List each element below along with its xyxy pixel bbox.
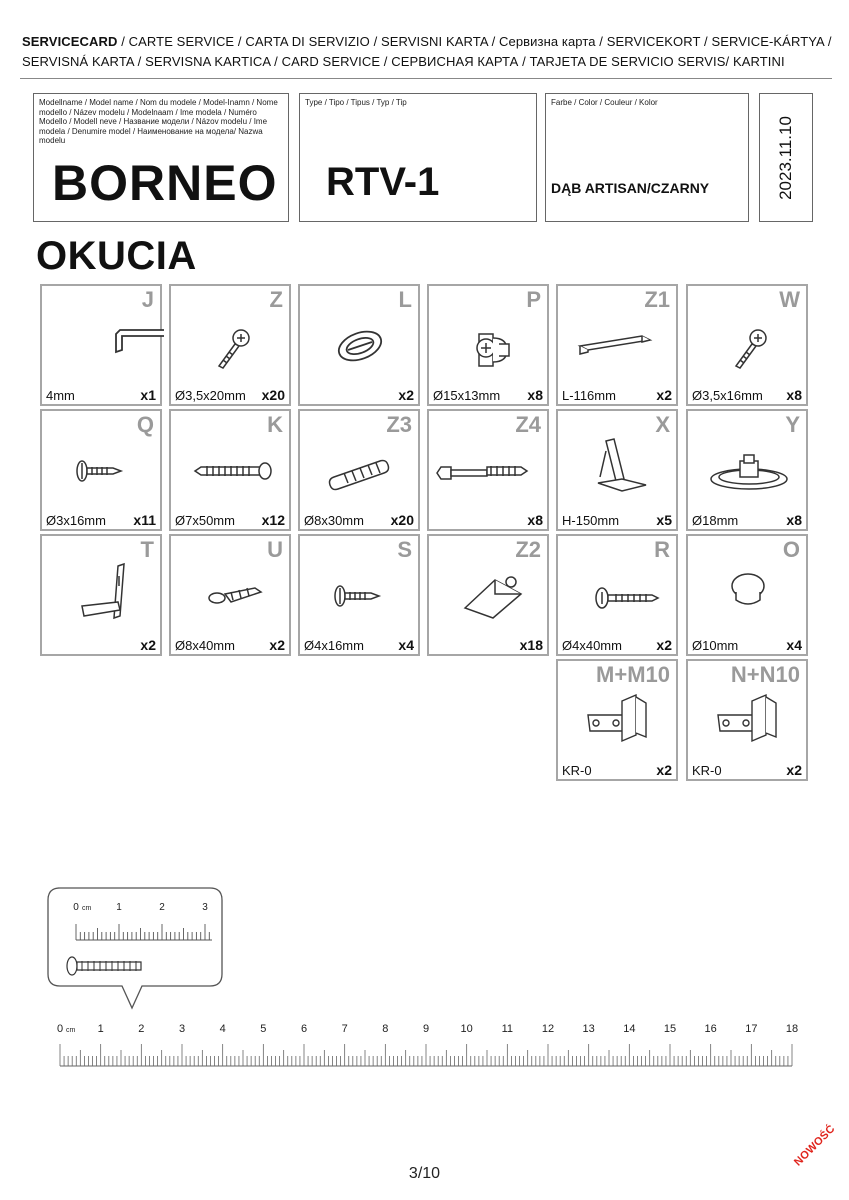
- big-ruler-label: 17: [745, 1023, 758, 1035]
- part-size: L-116mm: [562, 388, 616, 403]
- small-ruler-unit: cm: [82, 905, 92, 912]
- part-letter: Z4: [515, 412, 541, 437]
- part-letter: S: [397, 537, 412, 562]
- part-letter: P: [526, 287, 541, 312]
- big-ruler-label: 0: [56, 1023, 64, 1035]
- part-size: Ø3,5x20mm: [175, 388, 246, 403]
- header-title: SERVICECARD: [22, 34, 118, 49]
- part-letter: M+M10: [596, 662, 670, 687]
- big-ruler-label: 3: [178, 1023, 186, 1035]
- part-size: Ø8x30mm: [304, 513, 364, 528]
- part-size: Ø4x40mm: [562, 638, 622, 653]
- part-letter: U: [267, 537, 283, 562]
- big-ruler-label: 7: [341, 1023, 348, 1035]
- part-quantity: x8: [786, 512, 802, 528]
- small-ruler-callout: [48, 888, 222, 1008]
- part-letter: K: [267, 412, 283, 437]
- big-ruler-label: 12: [541, 1023, 555, 1035]
- part-size: H-150mm: [562, 513, 620, 528]
- small-ruler-label: 1: [116, 902, 122, 913]
- part-quantity: x8: [786, 387, 802, 403]
- big-ruler-label: 1: [97, 1023, 104, 1035]
- big-ruler: [57, 1023, 798, 1066]
- type-label: Type / Tipo / Tipus / Typ / Tip: [305, 98, 407, 107]
- big-ruler-label: 4: [219, 1023, 226, 1035]
- page-number: 3/10: [408, 1165, 441, 1182]
- part-quantity: x1: [140, 387, 156, 403]
- big-ruler-label: 5: [260, 1023, 267, 1035]
- part-size: Ø4x16mm: [304, 638, 364, 653]
- part-size: 4mm: [46, 388, 75, 403]
- part-quantity: x8: [527, 512, 543, 528]
- date-value: 2023.11.10: [776, 115, 795, 200]
- small-ruler-label: 2: [159, 902, 165, 913]
- part-letter: Z1: [644, 287, 670, 312]
- type-value: RTV-1: [326, 160, 440, 204]
- part-size: Ø8x40mm: [175, 638, 235, 653]
- part-quantity: x2: [140, 637, 156, 653]
- part-letter: W: [779, 287, 800, 312]
- part-letter: J: [141, 287, 154, 312]
- header-translations-1: / CARTE SERVICE / CARTA DI SERVIZIO / SERVISNI KARTA / Сервизна карта / SERVICEKORT / SERVICE-KÁRTYA /: [117, 34, 832, 49]
- big-ruler-unit: cm: [66, 1027, 76, 1034]
- part-letter: N+N10: [730, 662, 800, 687]
- small-ruler-label: 3: [202, 902, 208, 913]
- big-ruler-label: 2: [138, 1023, 145, 1035]
- header-line-2: SERVISNÁ KARTA / SERVISNA KARTICA / CARD SERVICE / СЕРВИСНАЯ КАРТА / TARJETA DE SERVICIO SERVIS/ KARTINI: [22, 54, 785, 69]
- big-ruler-label: 9: [422, 1023, 430, 1035]
- part-letter: O: [782, 537, 800, 562]
- big-ruler-label: 11: [501, 1023, 514, 1035]
- part-quantity: x2: [786, 762, 802, 778]
- small-ruler-label: 0: [73, 902, 79, 913]
- big-ruler-label: 6: [300, 1023, 308, 1035]
- part-size: Ø3,5x16mm: [692, 388, 763, 403]
- part-letter: L: [398, 287, 412, 312]
- model-name: BORNEO: [52, 155, 278, 211]
- part-size: KR-0: [692, 763, 722, 778]
- part-size: Ø18mm: [692, 513, 739, 528]
- part-size: Ø7x50mm: [175, 513, 235, 528]
- color-label: Farbe / Color / Couleur / Kolor: [551, 98, 658, 107]
- part-size: Ø3x16mm: [46, 513, 106, 528]
- part-letter: Q: [136, 412, 154, 437]
- part-quantity: x18: [519, 637, 543, 653]
- part-size: KR-0: [562, 763, 592, 778]
- big-ruler-label: 8: [382, 1023, 389, 1035]
- part-letter: Z2: [515, 537, 541, 562]
- part-quantity: x2: [656, 387, 672, 403]
- part-letter: X: [655, 412, 670, 437]
- part-letter: R: [654, 537, 670, 562]
- part-size: Ø10mm: [692, 638, 739, 653]
- new-stamp: NOWOŚĆ: [792, 1122, 838, 1169]
- part-size: Ø15x13mm: [433, 388, 501, 403]
- part-quantity: x8: [527, 387, 543, 403]
- part-letter: Z3: [386, 412, 412, 437]
- part-quantity: x11: [133, 512, 156, 528]
- big-ruler-label: 10: [460, 1023, 473, 1035]
- part-quantity: x4: [398, 637, 414, 653]
- part-quantity: x2: [656, 637, 672, 653]
- part-quantity: x4: [786, 637, 802, 653]
- big-ruler-label: 13: [582, 1023, 595, 1035]
- part-quantity: x2: [398, 387, 414, 403]
- big-ruler-label: 14: [623, 1023, 636, 1035]
- part-quantity: x20: [390, 512, 414, 528]
- part-quantity: x5: [656, 512, 672, 528]
- color-value: DĄB ARTISAN/CZARNY: [551, 180, 710, 196]
- part-quantity: x2: [656, 762, 672, 778]
- part-letter: T: [140, 537, 154, 562]
- part-quantity: x12: [261, 512, 285, 528]
- section-title: OKUCIA: [36, 234, 197, 278]
- part-quantity: x20: [261, 387, 285, 403]
- part-letter: Z: [269, 287, 283, 312]
- big-ruler-label: 16: [704, 1023, 717, 1035]
- part-letter: Y: [785, 412, 800, 437]
- big-ruler-label: 15: [663, 1023, 677, 1035]
- part-quantity: x2: [269, 637, 285, 653]
- big-ruler-label: 18: [785, 1023, 799, 1035]
- model-label: Modellname / Model name / Nom du modele / Model-Inamn / Nome modello / Název modelu / Modelnaam / Ime modela / Numéro Modello / Modell neve / Название модели / Názov modelu / Ime modela / Denumire model / Наименование на модела/ Nazwa modelu: [39, 98, 278, 145]
